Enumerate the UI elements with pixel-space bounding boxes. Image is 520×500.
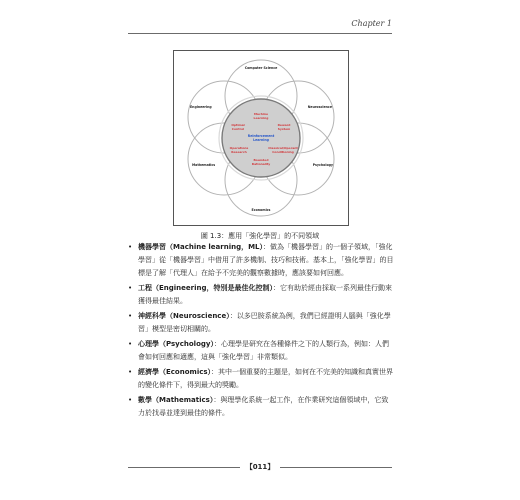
label-computer-science: Computer Science (244, 66, 278, 70)
label-neuroscience: Neuroscience (307, 105, 332, 109)
label-reinforcement-learning-1: Reinforcement (247, 134, 275, 138)
label-machine-learning-1: Machine (253, 112, 269, 116)
list-item (128, 282, 394, 308)
bullet-icon: • (128, 396, 133, 404)
label-reward-system-2: System (277, 127, 291, 131)
item-text: ：以多巴胺系統為例，我們已經證明人腦與「強化學習」模型是密切相關的。 (138, 312, 391, 333)
label-engineering: Engineering (190, 105, 212, 109)
list-item (128, 338, 394, 364)
item-term: 機器學習（Machine learning，ML） (138, 243, 264, 251)
label-optimal-control-1: Optimal (231, 123, 245, 127)
bullet-icon: • (128, 243, 133, 251)
item-text: ：做為「機器學習」的一個子領域，「強化學習」從「機器學習」中借用了許多機制、技巧和技術。基本上，「強化學習」的目標是了解「代理人」在給予不完美的觀察數據時，應該要如何回應。 (138, 243, 394, 277)
page-number-value: 011 (252, 463, 268, 471)
list-item (128, 310, 394, 336)
label-machine-learning-2: Learning (253, 116, 269, 120)
label-economics: Economics (251, 208, 271, 212)
label-operations-research-2: Research (231, 150, 247, 154)
page-number: 【011】 (240, 461, 280, 473)
label-reinforcement-learning-2: Learning (253, 138, 269, 142)
item-text: ：與理學化系統一起工作，在作業研究這個領域中，它致力於找尋並達到最佳的條件。 (138, 396, 389, 417)
label-optimal-control-2: Control (231, 127, 245, 131)
item-text: ：其中一個重要的主題是，如何在不完美的知識和真實世界的變化條件下，得到最大的獎勵。 (138, 368, 394, 389)
item-text: ：心理學是研究在各種條件之下的人類行為，例如：人們會如何回應和適應，這與「強化學習」非常類似。 (138, 340, 389, 361)
label-reward-system-1: Reward (277, 123, 291, 127)
list-item (128, 241, 394, 280)
label-operations-research-1: Operations (229, 146, 249, 150)
header-rule (128, 33, 392, 34)
item-term: 經濟學（Economics） (138, 368, 212, 376)
list-item (128, 366, 394, 392)
running-head: Chapter 1 (351, 19, 392, 28)
label-bounded-rationality-2: Rationality (251, 162, 271, 166)
bullet-icon: • (128, 368, 133, 376)
bullet-icon: • (128, 284, 133, 292)
figure-frame (173, 50, 349, 226)
bullet-icon: • (128, 340, 133, 348)
item-term: 工程（Engineering，特別是最佳化控制） (138, 284, 273, 292)
label-bounded-rationality-1: Bounded (253, 158, 269, 162)
item-text: ：它有助於經由採取一系列最佳行動來獲得最佳結果。 (138, 284, 392, 305)
label-mathematics: Mathematics (192, 163, 216, 167)
item-term: 心理學（Psychology） (138, 340, 214, 348)
bullet-icon: • (128, 312, 133, 320)
item-term: 數學（Mathematics） (138, 396, 214, 404)
item-term: 神經科學（Neuroscience） (138, 312, 230, 320)
bullet-list (128, 241, 394, 422)
label-psychology: Psychology (312, 163, 333, 167)
list-item (128, 394, 394, 420)
venn-diagram (174, 51, 348, 225)
label-classical-conditioning-2: Conditioning (272, 150, 294, 154)
label-classical-conditioning-1: Classical/Operant (268, 146, 298, 150)
figure-caption: 圖 1.3：應用「強化學習」的不同領域 (200, 232, 320, 240)
